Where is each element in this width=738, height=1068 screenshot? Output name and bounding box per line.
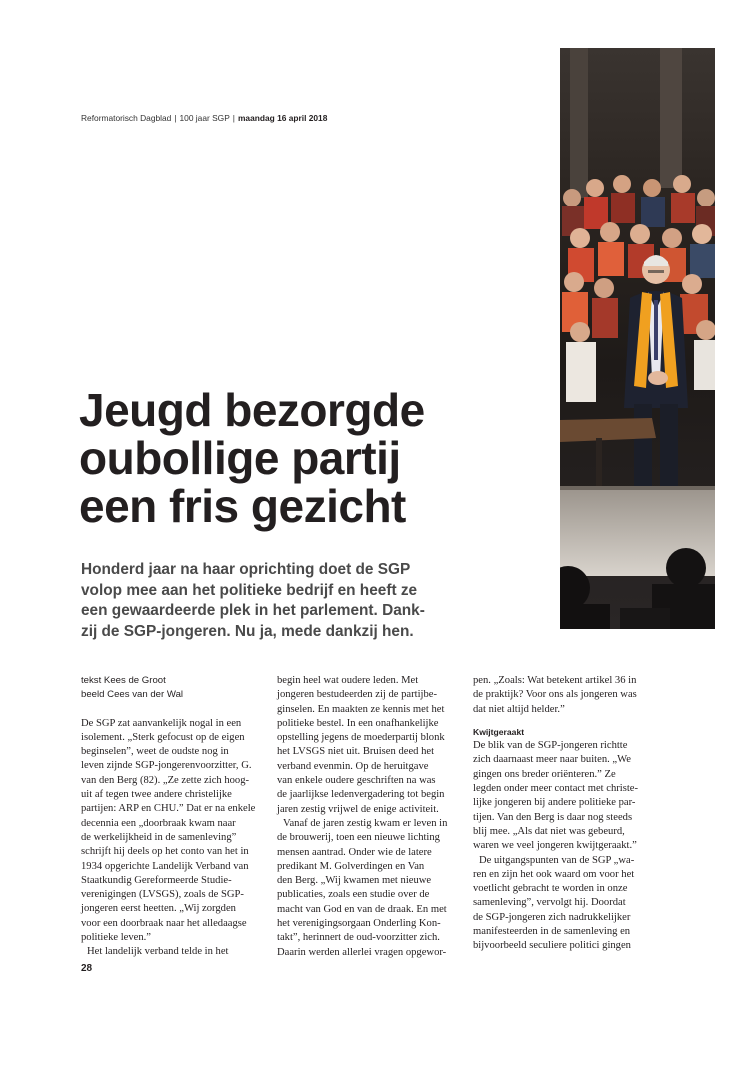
text-line: ren en zijn het ook waard om voor het — [473, 868, 635, 880]
lead-line: zij de SGP-jongeren. Nu ja, mede dankzij hen. — [81, 622, 414, 640]
text-line: samenleving”, vervolgt hij. Doordat — [473, 897, 626, 909]
text-line: waren we veel jongeren kwijtgeraakt.” — [473, 840, 637, 852]
text-line: De uitgangspunten van de SGP „wa- — [479, 854, 635, 866]
text-line: ginselen. En maakten ze kennis met het — [277, 703, 445, 715]
text-line: Staatkundig Gereformeerde Studie- — [81, 874, 232, 886]
text-line: manifesteerden in de samenleving en — [473, 926, 631, 938]
text-line: jongeren eerst heetten. „Wij zorgden — [81, 903, 236, 915]
text-line: zich daarnaast meer naar buiten. „We — [473, 754, 631, 766]
photo-credit: beeld Cees van der Wal — [81, 689, 184, 701]
paragraph — [473, 674, 663, 717]
text-line: opstelling jegens de moederpartij blonk — [277, 732, 445, 744]
text-line: bijvoorbeeld seculiere politici gingen — [473, 940, 631, 952]
text-line: van enkele oudere geschriften na was — [277, 775, 436, 787]
text-line: verband evenmin. Op de heruitgave — [277, 760, 429, 772]
text-line: schrijft hij deels op het conto van het in — [81, 846, 249, 858]
text-line: de brouwerij, toen een nieuwe lichting — [277, 832, 440, 844]
paragraph — [473, 739, 663, 853]
text-line: de praktijk? Voor ons als jongeren was — [473, 689, 637, 701]
text-line: jongeren bestudeerden zij de partijbe- — [277, 689, 438, 701]
text-line: leven zijnde SGP-jongerenvoorzitter, G. — [81, 760, 252, 772]
text-line: uit af tegen twee andere christelijke — [81, 789, 232, 801]
text-line: de SGP-jongeren zich nadrukkelijker — [473, 911, 631, 923]
lead-line: Honderd jaar na haar oprichting doet de SGP — [81, 561, 411, 578]
article-photo — [560, 48, 715, 629]
text-line: De SGP zat aanvankelijk nogal in een — [81, 717, 242, 729]
text-line: takt”, herinnert de oud-voorzitter zich. — [277, 932, 440, 944]
text-line: Het landelijk verband telde in het — [87, 946, 229, 958]
text-line: decennia een „doorbraak kwam naar — [81, 817, 236, 829]
body-column-2 — [277, 674, 467, 960]
speaker-photo-illustration — [560, 48, 715, 629]
header-separator: | — [232, 113, 235, 123]
lead-line: een gewaardeerde plek in het parlement. Dank- — [81, 602, 425, 619]
body-column-3 — [473, 674, 663, 954]
page-number: 28 — [81, 963, 93, 974]
issue-date: maandag 16 april 2018 — [237, 113, 328, 123]
text-line: isolement. „Sterk gefocust op de eigen — [81, 731, 245, 743]
text-line: De blik van de SGP-jongeren richtte — [473, 740, 628, 752]
body-column-1 — [81, 674, 271, 960]
text-line: mensen aantrad. Onder wie de latere — [277, 846, 432, 858]
text-line: blij mee. „Als dat niet was gebeurd, — [473, 825, 625, 837]
text-line: verenigingen (LVSGS), zoals de SGP- — [81, 889, 244, 901]
publication-name: Reformatorisch Dagblad — [81, 113, 172, 123]
text-line: politieke leven.” — [81, 932, 152, 944]
paragraph — [277, 817, 467, 960]
text-line: dat niet altijd helder.” — [473, 703, 565, 715]
text-line: macht van God en van de draak. En met — [277, 903, 447, 915]
text-line: predikant M. Golverdingen en Van — [277, 860, 425, 872]
lead-line: volop mee aan het politieke bedrijf en heeft ze — [81, 581, 418, 599]
text-line: van den Berg (82). „Ze zette zich hoog- — [81, 774, 250, 786]
text-line: de jaarlijkse ledenvergadering tot begin — [277, 789, 445, 801]
text-line: het verenigingsorgaan Onderling Kon- — [277, 918, 441, 930]
text-line: den Berg. „Wij kwamen met nieuwe — [277, 875, 432, 887]
section-name: 100 jaar SGP — [179, 113, 230, 123]
text-line: voor een doorbraak naar het alledaagse — [81, 917, 247, 929]
header-separator: | — [174, 113, 177, 123]
text-line: het LVSGS niet uit. Bruisen deed het — [277, 746, 435, 758]
text-line: 1934 opgerichte Landelijk Verband van — [81, 860, 249, 872]
text-line: politieke bestel. In een onafhankelijke — [277, 717, 439, 729]
text-line: partijen: ARP en CHU.” Dat er na enkele — [81, 803, 256, 815]
author-credit: tekst Kees de Groot — [81, 675, 166, 686]
text-line: lijke jongeren bij andere politieke par- — [473, 797, 636, 809]
paragraph — [81, 717, 271, 946]
article-lead — [81, 560, 551, 642]
text-line: Vanaf de jaren zestig kwam er leven in — [283, 817, 448, 829]
paragraph — [81, 945, 271, 959]
section-subhead: Kwijtgeraakt — [473, 726, 525, 737]
headline-line: oubollige partij — [79, 432, 401, 484]
text-line: gingen ons breder oriënteren.” Ze — [473, 768, 616, 780]
headline-line: Jeugd bezorgde — [79, 384, 425, 436]
text-line: begin heel wat oudere leden. Met — [277, 675, 419, 686]
text-line: Daarin werden allerlei vragen opgewor- — [277, 946, 447, 958]
text-line: voetlicht gebracht te worden in onze — [473, 883, 628, 895]
article-headline — [79, 386, 549, 530]
headline-line: een fris gezicht — [79, 480, 406, 532]
paragraph — [473, 854, 663, 954]
running-header — [81, 113, 401, 123]
text-line: jaren zestig vrijwel de enige activiteit. — [277, 803, 439, 815]
text-line: beginselen”, weet de oudste nog in — [81, 746, 229, 758]
text-line: de werkelijkheid in de samenleving” — [81, 831, 237, 843]
text-line: pen. „Zoals: Wat betekent artikel 36 in — [473, 675, 637, 686]
text-line: legden onder meer contact met christe- — [473, 783, 639, 795]
paragraph — [277, 674, 467, 817]
text-line: publicaties, zoals een studie over de — [277, 889, 430, 901]
text-line: tijen. Van den Berg is daar nog steeds — [473, 811, 633, 823]
